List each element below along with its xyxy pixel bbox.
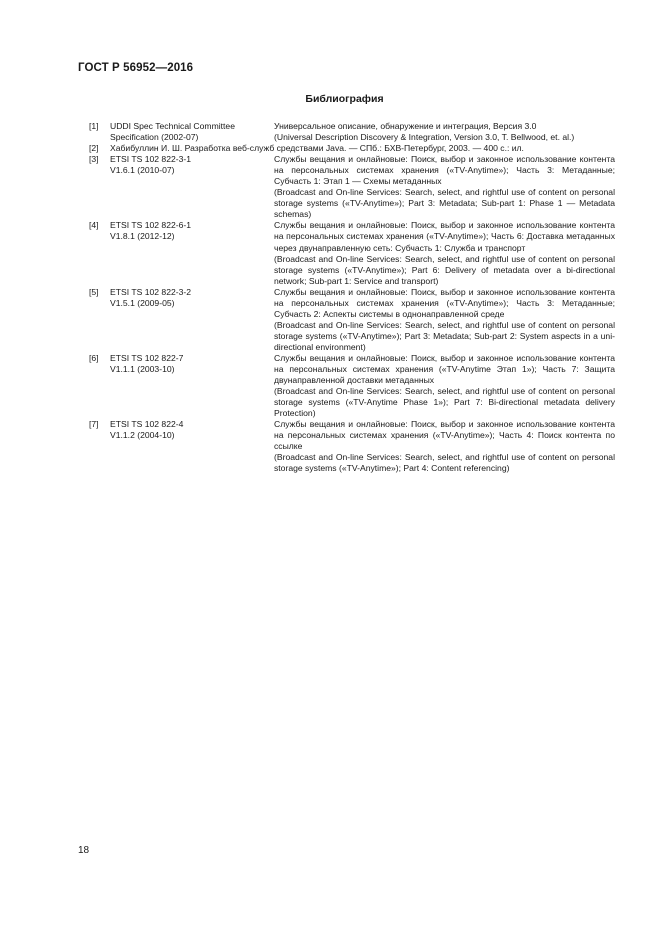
bibliography-entry-3 xyxy=(89,154,615,220)
entry-source xyxy=(110,287,274,353)
entry-source-line: UDDI Spec Technical Committee xyxy=(110,121,235,131)
entry-number: [3] xyxy=(89,154,99,165)
entry-source-line: ETSI TS 102 822-3-1 xyxy=(110,154,192,165)
entry-source-line: V1.1.2 (2004-10) xyxy=(110,430,175,441)
entry-source-line: ETSI TS 102 822-6-1 xyxy=(110,220,192,231)
entry-description xyxy=(274,287,615,353)
entry-number: [7] xyxy=(89,419,99,430)
entry-source-line: Specification (2002-07) xyxy=(110,132,199,143)
entry-source-line: ETSI TS 102 822-3-2 xyxy=(110,286,192,297)
page-number: 18 xyxy=(78,845,90,856)
section-title: Библиография xyxy=(305,93,384,105)
entry-source xyxy=(110,154,274,220)
entry-desc-ru: Службы вещания и онлайновые: Поиск, выбор и законное использование контента на персональных системах хранения («TV-Anytime»); Часть 3: Метаданные; Субчасть 2: Аспекты системы в однонаправленной среде xyxy=(274,286,615,319)
entry-desc-ru: Службы вещания и онлайновые: Поиск, выбор и законное использование контента на персональных системах хранения («TV-Anytime»); Часть 3: Метаданные; Субчасть 1: Этап 1 — Схемы метаданных xyxy=(274,154,615,187)
entry-desc-ru: Универсальное описание, обнаружение и интеграция, Версия 3.0 xyxy=(274,121,537,131)
entry-source-line: ETSI TS 102 822-4 xyxy=(110,419,184,430)
bibliography-entry-7 xyxy=(89,419,615,474)
entry-description xyxy=(274,220,615,286)
document-header: ГОСТ Р 56952—2016 xyxy=(78,62,194,74)
entry-source xyxy=(110,419,274,474)
entry-desc-en: (Broadcast and On-line Services: Search, select, and rightful use of content on personal storage systems («TV-Anytime»); Part 6: Delivery of metadata over a bi-directional network; Sub-part 1: Service and transport) xyxy=(274,253,615,286)
bibliography-entry-1 xyxy=(89,121,615,143)
entry-source-line: V1.6.1 (2010-07) xyxy=(110,165,175,176)
entry-number: [6] xyxy=(89,352,99,363)
entry-number: [2] xyxy=(89,143,99,154)
bibliography-entry-6 xyxy=(89,353,615,419)
bibliography-entry-4 xyxy=(89,220,615,286)
entry-source-line: V1.5.1 (2009-05) xyxy=(110,297,175,308)
entry-number: [4] xyxy=(89,220,99,231)
entry-source xyxy=(110,121,274,143)
entry-source xyxy=(110,220,274,286)
entry-desc-en: (Broadcast and On-line Services: Search, select, and rightful use of content on personal storage systems («TV-Anytime»); Part 4: Content referencing) xyxy=(274,452,615,474)
entry-description xyxy=(274,121,615,143)
entry-full-text: Хабибуллин И. Ш. Разработка веб-служб средствами Java. — СПб.: БХВ-Петербург, 2003. — 400 с.: ил. xyxy=(110,143,524,154)
entry-number: [5] xyxy=(89,286,99,297)
entry-description xyxy=(274,353,615,419)
entry-number: [1] xyxy=(89,121,99,131)
entry-desc-ru: Службы вещания и онлайновые: Поиск, выбор и законное использование контента на персональных системах хранения («TV-Anytime Этап 1»); Часть 7: Защита двунаправленной доставки метаданных xyxy=(274,352,615,386)
entry-description xyxy=(274,154,615,220)
bibliography-entry-2 xyxy=(89,143,615,154)
entry-desc-en: (Broadcast and On-line Services: Search, select, and rightful use of content on personal storage systems («TV-Anytime»); Part 3: Metadata; Sub-part 1: Phase 1 — Metadata schemas) xyxy=(274,187,615,220)
entry-source-line: V1.1.1 (2003-10) xyxy=(110,364,175,375)
entry-source xyxy=(110,353,274,419)
entry-source-line: V1.8.1 (2012-12) xyxy=(110,231,175,242)
entry-description xyxy=(274,419,615,474)
entry-desc-en: (Universal Description Discovery & Integration, Version 3.0, T. Bellwood, et. al.) xyxy=(274,132,575,143)
bibliography-list xyxy=(89,121,615,475)
entry-desc-ru: Службы вещания и онлайновые: Поиск, выбор и законное использование контента на персональных системах хранения («TV-Anytime»); Часть 4: Поиск контента по ссылке xyxy=(274,419,615,452)
entry-desc-ru: Службы вещания и онлайновые: Поиск, выбор и законное использование контента на персональных системах хранения («TV-Anytime»); Часть 6: Доставка метаданных через двунаправленную сеть: Субчасть 1: Служба и транспорт xyxy=(274,220,615,253)
entry-desc-en: (Broadcast and On-line Services: Search, select, and rightful use of content on personal storage systems («TV-Anytime»); Part 3: Metadata; Sub-part 2: System aspects in a uni-directional environment) xyxy=(274,319,615,352)
entry-desc-en: (Broadcast and On-line Services: Search, select, and rightful use of content on personal storage systems («TV-Anytime Phase 1»); Part 7: Bi-directional metadata delivery Protection) xyxy=(274,386,615,419)
entry-source-line: ETSI TS 102 822-7 xyxy=(110,352,184,363)
bibliography-entry-5 xyxy=(89,287,615,353)
